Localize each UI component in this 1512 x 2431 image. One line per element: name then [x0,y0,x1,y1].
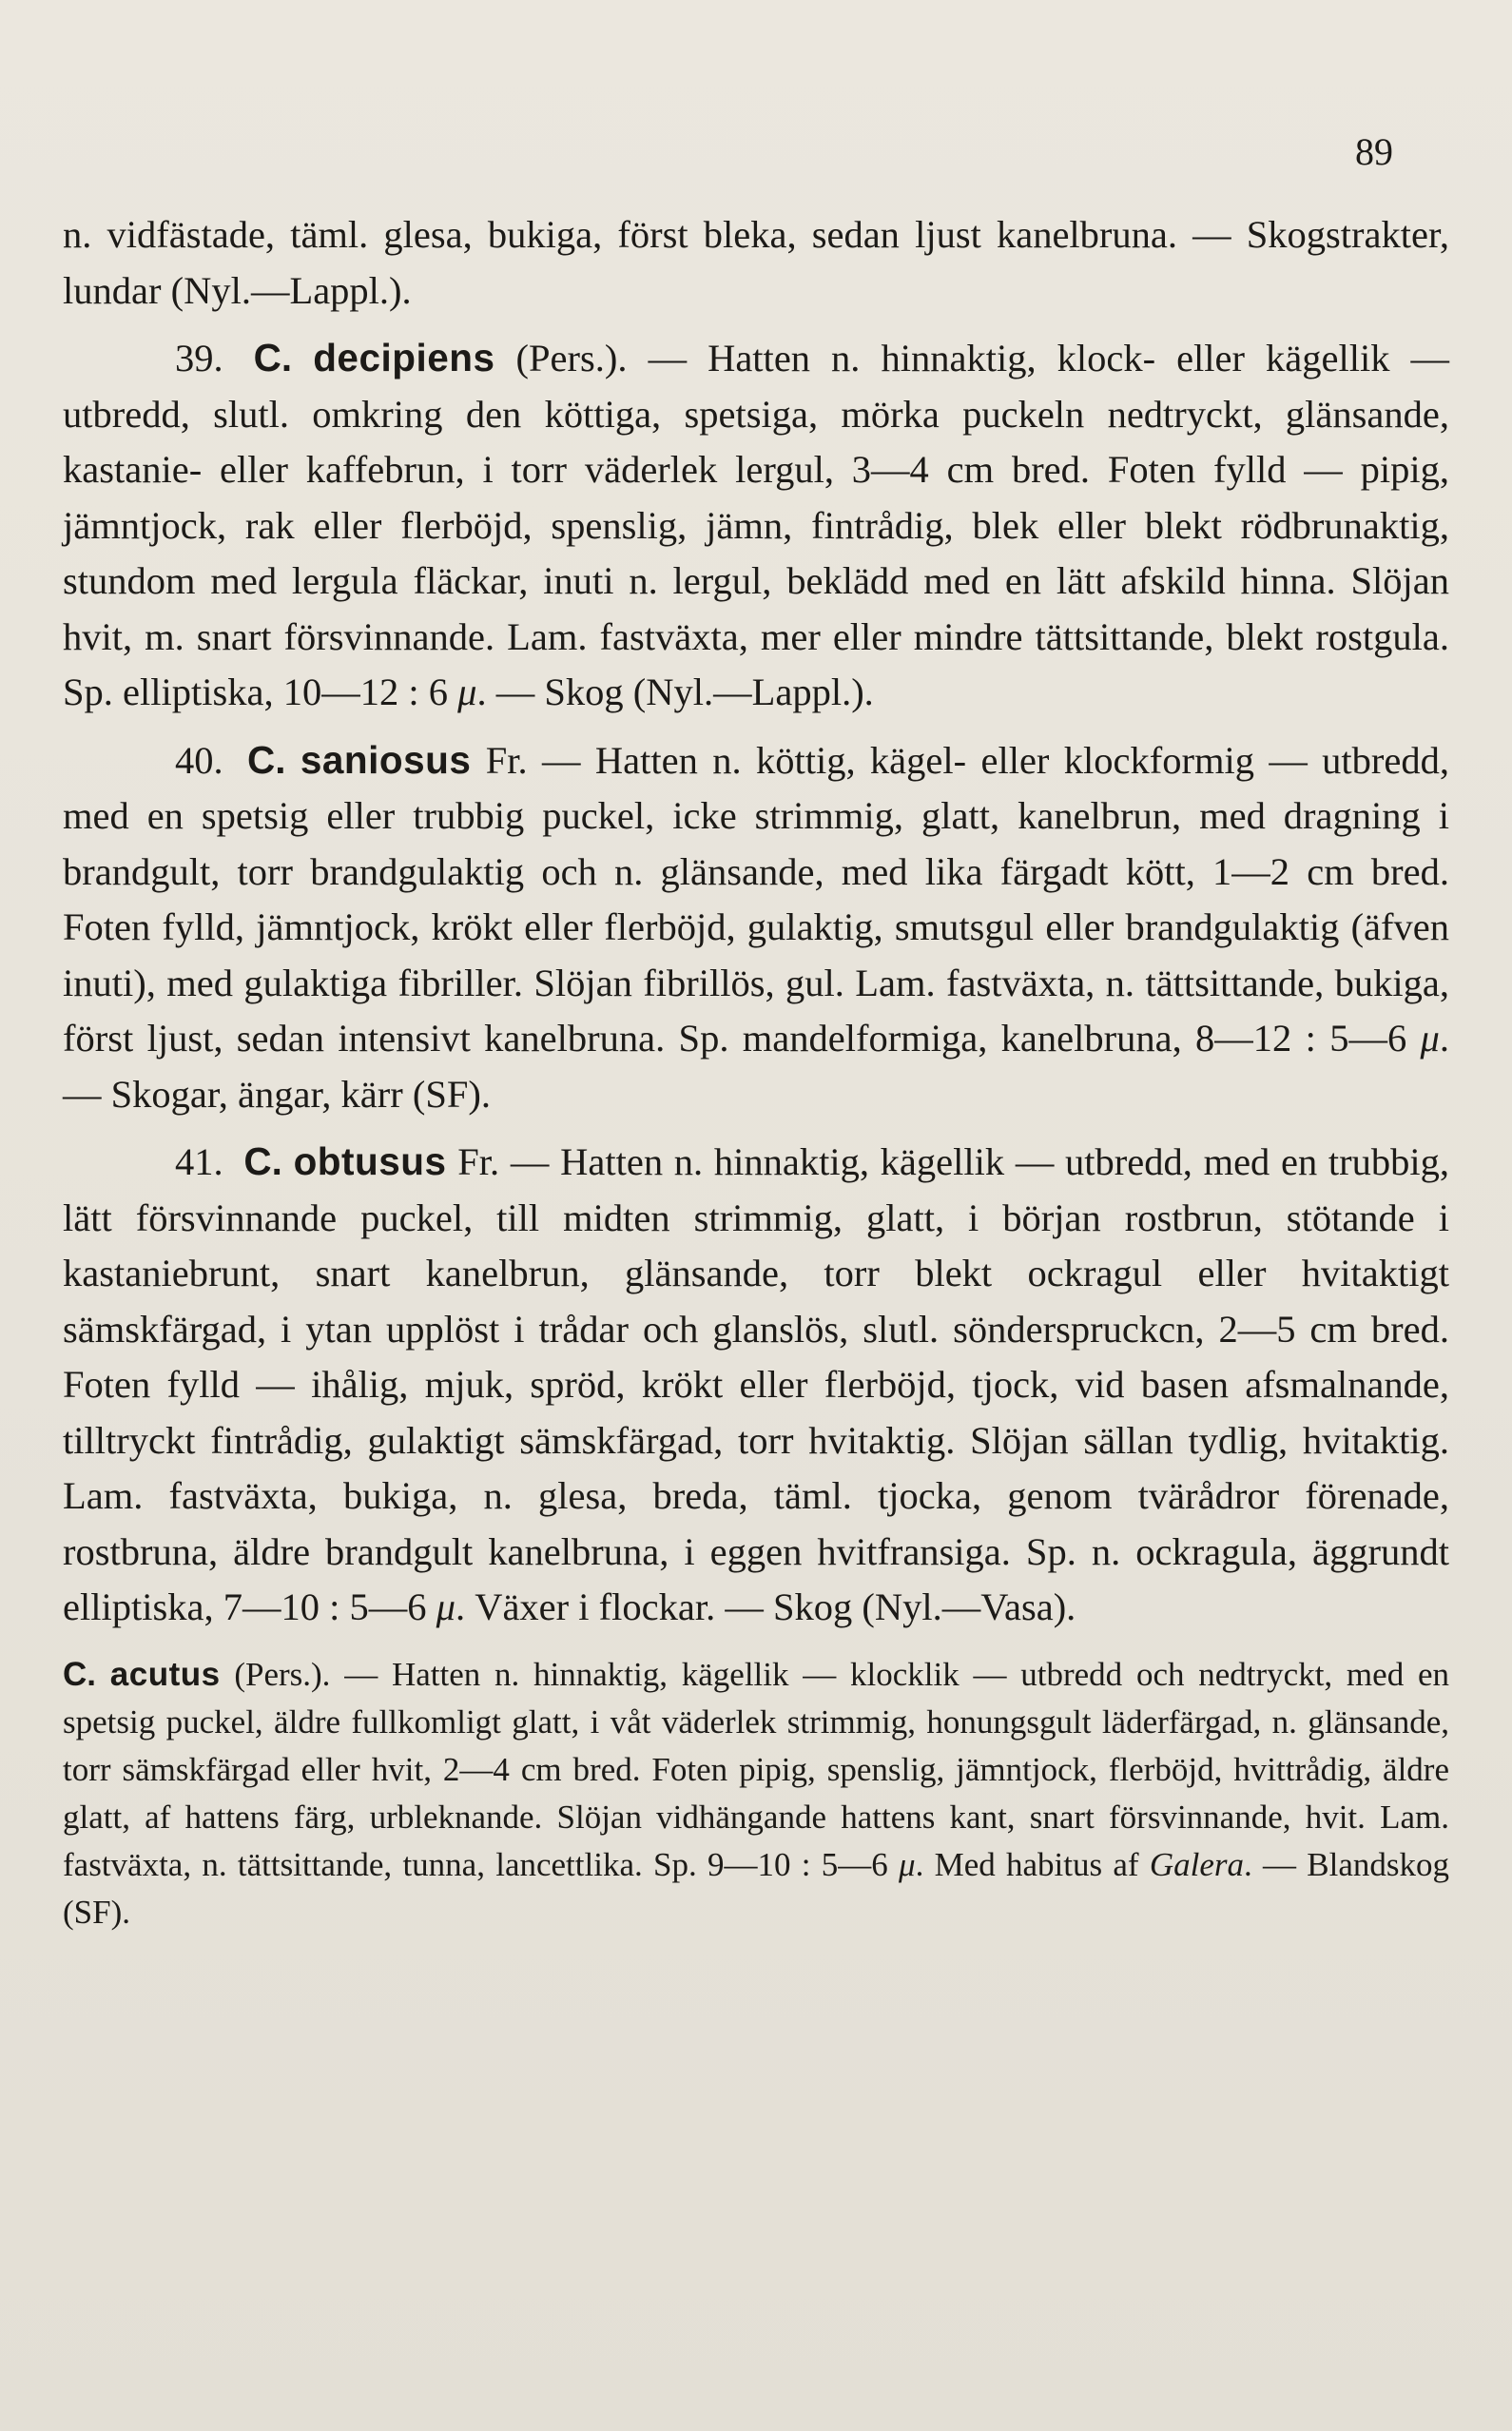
author-citation: (Pers.). [234,1655,331,1693]
author-citation: Fr. [457,1140,500,1183]
species-name: saniosus [300,737,472,782]
species-name: obtusus [293,1139,447,1183]
micron-symbol: μ [1420,1017,1440,1060]
description-text: — Hatten n. köttig, kägel- eller klockformig — utbredd, med en spetsig eller trubbig puckel, icke strimmig, glatt, kanelbrun, med dragning i brandgult, torr brandgulaktig och n. glänsande, med lika färgadt kött, 1—2 cm bred. Foten fylld, jämntjock, krökt eller flerböjd, gulaktig, smutsgul eller brandgulaktig (äfven inuti), med gulaktiga fibriller. Slöjan fibrillös, gul. Lam. fastväxta, n. tättsittande, bukiga, först ljust, sedan intensivt kanelbruna. Sp. mandelformiga, kanelbruna, 8—12 : 5—6 [63,738,1450,1060]
continuation-paragraph [63,207,1449,319]
author-citation: (Pers.). [515,337,628,379]
species-entry-saniosus [63,732,1449,1123]
body-text [63,207,1449,1936]
species-name: acutus [109,1655,221,1693]
micron-symbol: μ [436,1585,456,1628]
description-text: — Hatten n. hinnaktig, kägellik — utbredd, med en trubbig, lätt försvinnande puckel, till midten strimmig, glatt, i början rostbrun, stötande i kastaniebrunt, snart kanelbrun, glänsande, torr blekt ockragul eller hvitaktigt sämskfärgad, i ytan upplöst i trådar och glanslös, slutl. sönderspruckcn, 2—5 cm bred. Foten fylld — ihålig, mjuk, spröd, krökt eller flerböjd, tjock, vid basen afsmalnande, tilltryckt fintrådig, gulaktigt sämskfärgad, torr hvitaktig. Slöjan sällan tydlig, hvitaktig. Lam. fastväxta, bukiga, n. glesa, breda, täml. tjocka, genom tvärådror förenade, rostbruna, äldre brandgult kanelbruna, i eggen hvitfransiga. Sp. n. ockragula, äggrundt elliptiska, 7—10 : 5—6 [63,1140,1450,1628]
micron-symbol: μ [457,671,477,713]
paragraph-text: n. vidfästade, täml. glesa, bukiga, först bleka, sedan ljust kanelbruna. — Skogstrakter, lundar (Nyl.—Lappl.). [63,213,1449,312]
species-entry-decipiens [63,330,1449,721]
habitat-text: . — Blandskog (SF). [63,1845,1450,1931]
entry-number: 39. [175,337,223,379]
species-entry-acutus [63,1651,1449,1936]
habitat-text: . — Skog (Nyl.—Lappl.). [476,671,874,713]
description-text: — Hatten n. hinnaktig, kägellik — klocklik — utbredd och nedtryckt, med en spetsig puckel, äldre fullkomligt glatt, i våt väderlek strimmig, honungsgult läderfärgad, n. glänsande, torr sämskfärgad eller hvit, 2—4 cm bred. Foten pipig, spenslig, jämntjock, flerböjd, hvittrådig, äldre glatt, af hattens färg, urbleknande. Slöjan vidhängande hattens kant, snart försvinnande, hvit. Lam. fastväxta, n. tättsittande, tunna, lancettlika. Sp. 9—10 : 5—6 [63,1655,1449,1883]
genus-abbrev: C. [243,1139,282,1183]
genus-reference: Galera [1149,1845,1244,1883]
description-text: — Hatten n. hinnaktig, klock- eller kägellik — utbredd, slutl. omkring den köttiga, spetsiga, mörka puckeln nedtryckt, glänsande, kastanie- eller kaffebrun, i torr väderlek lergul, 3—4 cm bred. Foten fylld — pipig, jämntjock, rak eller flerböjd, spenslig, jämn, fintrådig, blek eller blekt rödbrunaktig, stundom med lergula fläckar, inuti n. lergul, beklädd med en lätt afskild hinna. Slöjan hvit, m. snart försvinnande. Lam. fastväxta, mer eller mindre tättsittande, blekt rostgula. Sp. elliptiska, 10—12 : 6 [63,337,1450,713]
species-entry-obtusus [63,1134,1449,1636]
author-citation: Fr. [485,738,528,782]
genus-abbrev: C. [253,336,293,379]
habitus-text: . Med habitus af [915,1845,1139,1883]
micron-symbol: μ [899,1845,916,1883]
entry-number: 41. [175,1140,223,1183]
genus-abbrev: C. [246,737,286,782]
entry-number: 40. [175,738,223,782]
species-name: decipiens [313,336,495,379]
habitat-text: . Växer i flockar. — Skog (Nyl.—Vasa). [455,1585,1076,1628]
page-number: 89 [1355,130,1393,173]
genus-abbrev: C. [63,1655,96,1693]
habitat-text: . — Skogar, ängar, kärr (SF). [63,1017,1450,1116]
